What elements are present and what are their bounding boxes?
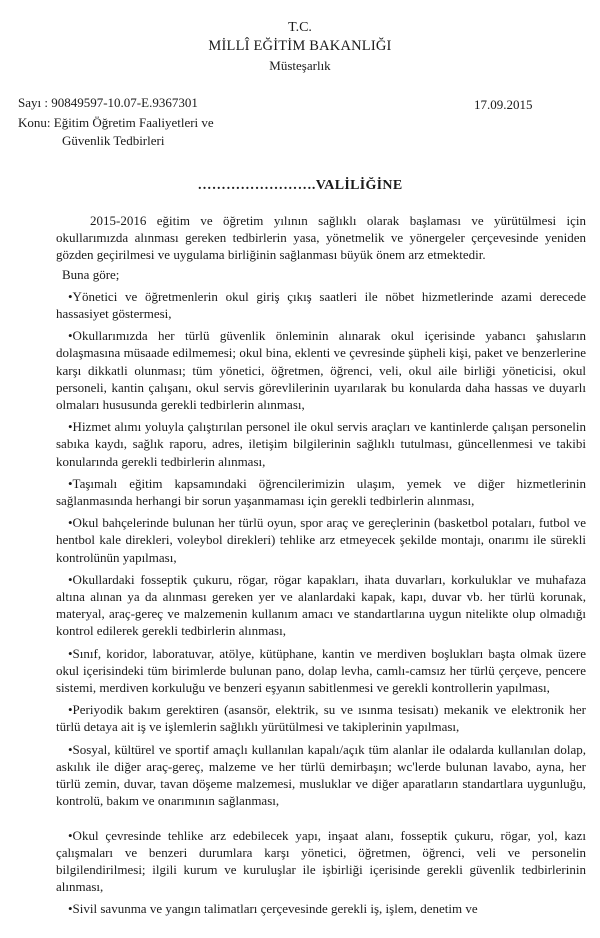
bullet-8: •Periyodik bakım gerektiren (asansör, elektrik, su ve ısınma tesisatı) mekanik ve elektronik her türlü detaya ait iş ve işlemlerin sağlıklı yürütülmesi ve takiplerinin yapılması, — [56, 702, 586, 735]
bullet-4: •Taşımalı eğitim kapsamındaki öğrencilerimizin ulaşım, yemek ve diğer hizmetlerinin sağlanmasında herhangi bir sorun yaşanmaması için gerekli tedbirlerin alınması, — [56, 475, 586, 509]
buna-gore: Buna göre; — [62, 266, 120, 282]
bullet-1: •Yönetici ve öğretmenlerin okul giriş çıkış saatleri ile nöbet hizmetlerinde azami derecede hassasiyet göstermesi, — [56, 288, 586, 322]
undersecretariat: Müsteşarlık — [269, 58, 331, 73]
addressee: …………………….VALİLİĞİNE — [197, 178, 403, 193]
header-tc: T.C. — [288, 20, 312, 35]
bullet-9: •Sosyal, kültürel ve sportif amaçlı kullanılan kapalı/açık tüm alanlar ile odalarda kullanılan dolap, askılık ile diğer araç-gereç, malzeme ve her türlü demirbaşın; wc'lerde bulunan lavabo, ayna, her türlü zemin, duvar, tavan döşeme malzemesi, musluklar ve diğer aparatların standartlara uygunluğu, kontrolü, bakım ve onarımının sağlanması, — [56, 741, 586, 809]
bullet-2: •Okullarımızda her türlü güvenlik önleminin alınarak okul içerisinde yabancı şahısların dolaşmasına müsaade edilmemesi; okul bina, eklenti ve çevresinde şüpheli kişi, paket ve benzerlerine karşı dikkatli olunması; tüm yönetici, öğretmen, öğrenci, veli, okul aile birliği yöneticisi, okul personeli, kantin çalışanı, okul servis görevlilerinin uyarılarak bu konularda daha hassas ve duyarlı olmaları hususunda gerekli tedbirlerin alınması, — [56, 328, 586, 413]
paragraph-gap — [56, 812, 586, 822]
document-date: 17.09.2015 — [474, 97, 533, 112]
intro-paragraph: 2015-2016 eğitim ve öğretim yılının sağlıklı olarak başlaması ve yürütülmesi için okullarımızda alınması gereken tedbirlerin yasa, yönetmelik ve yönergeler çerçevesinde yeniden gözden geçirilmesi ve uygulama birliğinin sağlanması büyük önem arz etmektedir. — [56, 213, 586, 263]
subject-line-2: Güvenlik Tedbirleri — [62, 133, 165, 148]
bullet-11: •Sivil savunma ve yangın talimatları çerçevesinde gerekli iş, işlem, denetim ve — [68, 901, 478, 917]
subject-line-1: Konu: Eğitim Öğretim Faaliyetleri ve — [18, 115, 214, 130]
bullet-7: •Sınıf, koridor, laboratuvar, atölye, kütüphane, kantin ve merdiven boşlukları başta olmak üzere okul içerisindeki tüm birimlerde bulunan pano, dolap levha, camlı-camsız her türlü çerçeve, pencere sistemi, merdiven korkuluğu ve benzeri eşyanın sabitlenmesi ve gerekli kontrollerin yapılması, — [56, 645, 586, 696]
bullet-6: •Okullardaki fosseptik çukuru, rögar, rögar kapakları, ihata duvarları, korkuluklar ve muhafaza altına alınan ya da alınması gereken yer ve alanlardaki kapak, kapı, duvar vb. her türlü korunak, materyal, araç-gereç ve malzemenin kullanım amacı ve standartlarına uygun nitelikte olup olmadığı kontrol edilerek gerekli tedbirlerin alınması, — [56, 571, 586, 639]
document-number: Sayı : 90849597-10.07-E.9367301 — [18, 95, 198, 110]
bullet-5: •Okul bahçelerinde bulunan her türlü oyun, spor araç ve gereçlerinin (basketbol potaları, futbol ve hentbol kale direkleri, voleybol direkleri) tehlike arz etmeyecek şekilde montajı, onarımı ile sürekli kontrolünün yapılması, — [56, 515, 586, 565]
letter-body — [56, 212, 586, 920]
bullet-3: •Hizmet alımı yoluyla çalıştırılan personel ile okul servis araçları ve kantinlerde çalışan personelin sabıka kaydı, sağlık raporu, adres, iletişim bilgilerinin sağlıklı tutulması, güncellenmesi ve takibi konularında gerekli tedbirlerin alınması, — [56, 419, 586, 469]
ministry-name: MİLLÎ EĞİTİM BAKANLIĞI — [208, 38, 392, 54]
bullet-10: •Okul çevresinde tehlike arz edebilecek yapı, inşaat alanı, fosseptik çukuru, rögar, yol, kazı çalışmaları ve benzeri durumlara karşı yönetici, öğretmen, öğrenci, veli ve personelin bilgilendirilmesi; ilgili kurum ve kuruluşlar ile işbirliği içerisinde gerekli güvenlik tedbirlerinin alınması, — [56, 827, 586, 895]
